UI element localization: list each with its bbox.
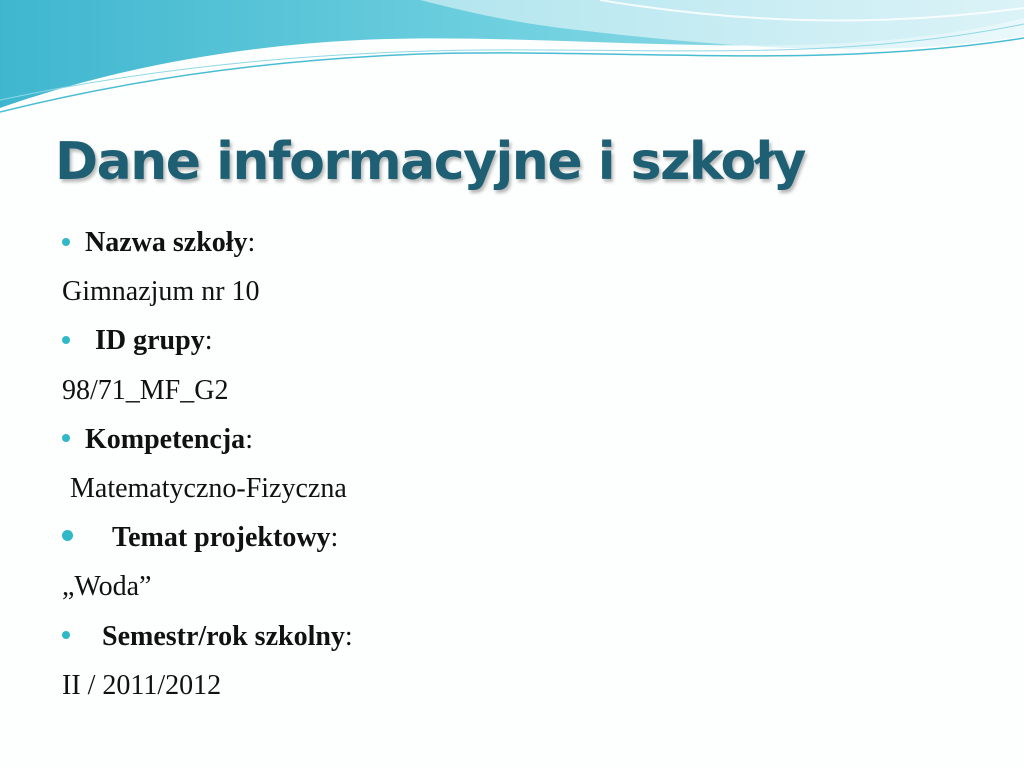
item-label: Kompetencja — [85, 423, 246, 455]
list-item-school-name — [62, 218, 962, 267]
item-label: ID grupy — [95, 325, 205, 357]
item-label: Nazwa szkoły — [85, 227, 248, 258]
item-separator: : — [330, 522, 339, 554]
item-separator: : — [204, 325, 213, 357]
item-label: Semestr/rok szkolny — [102, 620, 345, 652]
item-value-semester: II / 2011/2012 — [62, 669, 222, 701]
list-item-project-topic — [62, 513, 962, 562]
info-list — [62, 218, 962, 710]
list-item-competence — [62, 415, 962, 464]
item-value-project-topic: „Woda” — [62, 571, 152, 603]
item-separator: : — [344, 620, 353, 652]
header-wave-decoration — [0, 0, 1024, 120]
item-separator: : — [245, 423, 253, 455]
item-separator: : — [247, 227, 256, 258]
bullet-dot-icon — [62, 336, 70, 344]
item-value-school-name: Gimnazjum nr 10 — [62, 276, 260, 308]
bullet-dot-icon — [62, 434, 70, 442]
bullet-dot-icon — [62, 631, 70, 639]
item-value-competence: Matematyczno-Fizyczna — [70, 472, 347, 504]
list-item-group-id — [62, 316, 962, 365]
item-label: Temat projektowy — [112, 522, 331, 554]
item-value-group-id: 98/71_MF_G2 — [62, 374, 229, 406]
slide-title: Dane informacyjne i szkoły — [55, 132, 805, 192]
bullet-dot-icon — [62, 530, 73, 541]
list-item-semester — [62, 612, 962, 661]
bullet-dot-icon — [62, 238, 70, 246]
